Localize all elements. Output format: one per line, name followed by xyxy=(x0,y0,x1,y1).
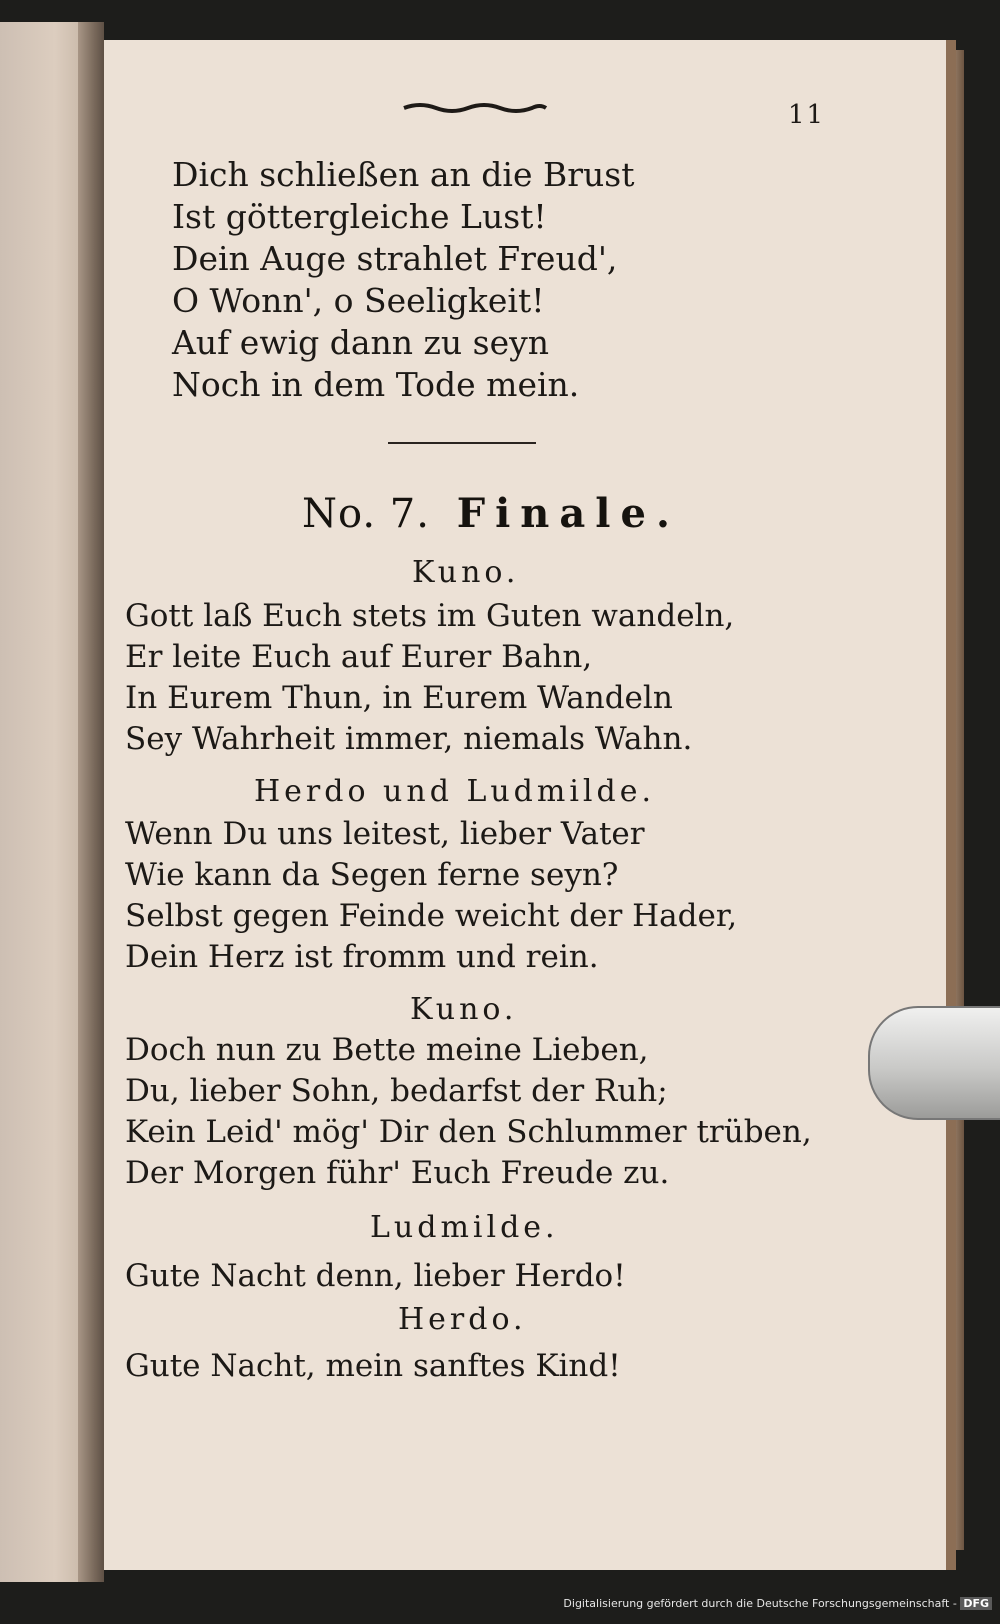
stanza-line: Selbst gegen Feinde weicht der Hader, xyxy=(125,898,738,934)
stanza xyxy=(125,596,815,760)
stanza xyxy=(125,1030,815,1194)
verse-line: Dein Auge strahlet Freud', xyxy=(172,239,618,278)
stanza-line: Du, lieber Sohn, bedarfst der Ruh; xyxy=(125,1073,668,1109)
section-divider xyxy=(388,442,536,444)
verse-line: Ist göttergleiche Lust! xyxy=(172,197,547,236)
speaker-name: Herdo und Ludmilde. xyxy=(254,774,656,809)
digitization-credit xyxy=(563,1597,992,1610)
speaker-name: Kuno. xyxy=(412,555,520,590)
speaker-name: Ludmilde. xyxy=(370,1210,559,1245)
verse-line: O Wonn', o Seeligkeit! xyxy=(172,281,545,320)
dfg-logo: DFG xyxy=(960,1597,992,1610)
stanza-line: Kein Leid' mög' Dir den Schlummer trüben, xyxy=(125,1114,812,1150)
speaker-name: Herdo. xyxy=(398,1302,527,1337)
verse-line: Dich schließen an die Brust xyxy=(172,155,635,194)
scanner-page-clip xyxy=(868,1006,1000,1120)
decorative-ornament xyxy=(400,100,550,114)
stanza-line: In Eurem Thun, in Eurem Wandeln xyxy=(125,680,673,716)
stanza xyxy=(125,814,815,978)
page-number: 11 xyxy=(788,100,826,130)
stanza-line: Gott laß Euch stets im Guten wandeln, xyxy=(125,598,735,634)
credit-text: Digitalisierung gefördert durch die Deutsche Forschungsgemeinschaft - xyxy=(563,1597,957,1610)
stanza xyxy=(125,1346,815,1387)
stanza-line: Der Morgen führ' Euch Freude zu. xyxy=(125,1155,670,1191)
stanza-line: Dein Herz ist fromm und rein. xyxy=(125,939,599,975)
stanza-line: Doch nun zu Bette meine Lieben, xyxy=(125,1032,649,1068)
book-gutter xyxy=(78,22,104,1582)
stanza xyxy=(125,1256,815,1297)
stanza-line: Gute Nacht, mein sanftes Kind! xyxy=(125,1348,621,1384)
verse-line: Noch in dem Tode mein. xyxy=(172,365,580,404)
stanza-line: Wenn Du uns leitest, lieber Vater xyxy=(125,816,645,852)
stanza-line: Sey Wahrheit immer, niemals Wahn. xyxy=(125,721,693,757)
section-number: No. 7. xyxy=(302,491,430,537)
verse-block xyxy=(172,154,792,406)
stanza-line: Gute Nacht denn, lieber Herdo! xyxy=(125,1258,626,1294)
stanza-line: Er leite Euch auf Eurer Bahn, xyxy=(125,639,593,675)
verse-line: Auf ewig dann zu seyn xyxy=(172,323,550,362)
stanza-line: Wie kann da Segen ferne seyn? xyxy=(125,857,619,893)
section-heading xyxy=(302,490,680,537)
section-title: Finale. xyxy=(456,490,680,537)
speaker-name: Kuno. xyxy=(410,992,518,1027)
